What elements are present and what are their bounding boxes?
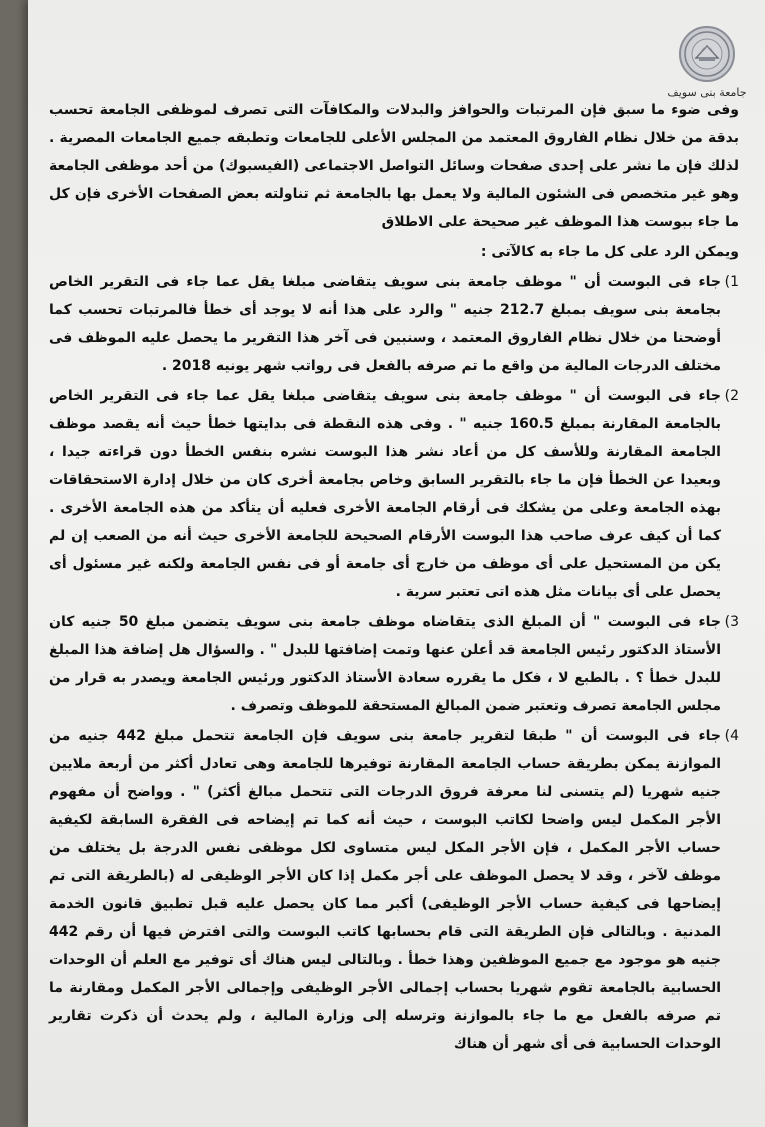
university-seal-icon <box>681 28 733 80</box>
item-text: جاء فى البوست أن " موظف جامعة بنى سويف يتقاضى مبلغا يقل عما جاء فى التقرير الخاص بالجامعة المقارنة بمبلغ 160.5 جنيه " . وفى هذه النقطة فى بدايتها خطأ حيث أنه يقصد موظف الجامعة المقارنة وللأسف كل من أعاد نشر هذا البوست نشره بنفس الخطأ دون قراءته جيدا ، وبعيدا عن الخطأ فإن ما جاء بالتقرير السابق وخاص بجامعة أخرى كان من خلال إدارة الاستحقاقات بهذه الجامعة وعلى من يشكك فى أرقام الجامعة الأخرى فعليه أن يتأكد من هذه الجامعة الأخرى . كما أن كيف عرف صاحب هذا البوست الأرقام الصحيحة للجامعة الأخرى حيث أنه من الصعب إن لم يكن من المستحيل على أى موظف من خارج أى جامعة أو فى نفس الجامعة ولكنه غير مسئول أى يحصل على أى بيانات مثل هذه اتى تعتبر سرية . <box>49 388 721 600</box>
item-text: جاء فى البوست " أن المبلغ الذى يتقاضاه موظف جامعة بنى سويف يتضمن مبلغ 50 جنيه كان الأستاذ الدكتور رئيس الجامعة قد أعلن عنها وتمت إضافتها للبدل " . والسؤال هل إضافة هذا المبلغ للبدل خطأ ؟ . بالطبع لا ، فكل ما يقرره سعادة الأستاذ الدكتور ورئيس الجامعة ويصدر به قرار من مجلس الجامعة تصرف وتعتبر ضمن المبالغ المستحقة للموظف وتصرف . <box>49 614 721 714</box>
lead-line: ويمكن الرد على كل ما جاء به كالآتى : <box>480 244 739 260</box>
intro-paragraph: وفى ضوء ما سبق فإن المرتبات والحوافز والبدلات والمكافآت التى تصرف لموظفى الجامعة تحسب بدقة من خلال نظام الفاروق المعتمد من المجلس الأعلى للجامعات وتطبقه جميع الجامعات المصرية . لذلك فإن ما نشر على إحدى صفحات وسائل التواصل الاجتماعى (الفيسبوك) من أحد موظفى الجامعة وهو غير متخصص فى الشئون المالية ولا يعمل بها بالجامعة ثم تناولته بعض الصفحات الأخرى فإن كل ما جاء ببوست هذا الموظف غير صحيحة على الاطلاق <box>49 102 739 230</box>
item-number: 1) <box>724 274 739 290</box>
university-name: جامعة بنى سويف <box>667 86 747 99</box>
document-page <box>28 0 765 1127</box>
list-item <box>49 608 739 720</box>
list-item <box>49 722 739 1058</box>
university-logo <box>679 26 735 82</box>
list-item <box>49 382 739 606</box>
item-number: 3) <box>724 614 739 630</box>
item-text: جاء فى البوست أن " طبقا لتقرير جامعة بنى سويف فإن الجامعة تتحمل مبلغ 442 جنيه من الموازنة يمكن بطريقة حساب الجامعة المقارنة توفيرها للجامعة وهى تعادل أكثر من أربعة ملايين جنيه شهريا (لم يتسنى لنا معرفة فروق الدرجات التى تتحمل مبالغ أكثر) " . وواضح أن مفهوم الأجر المكمل ليس واضحا لكاتب البوست ، حيث أنه كما تم إيضاحه فى الفقرة السابقة لكيفية حساب الأجر المكمل ، فإن الأجر المكل ليس متساوى لكل موظفى نفس الدرجة بل يختلف من موظف لآخر ، وقد لا يحصل الموظف على أجر مكمل إذا كان الأجر الوظيفى له (بالطريقة التى تم إيضاحها فى كيفية حساب الأجر الوظيفى) أكبر مما كان يحصل عليه قبل تطبيق قانون الخدمة المدنية . وبالتالى فإن الطريقة التى قام بحسابها كاتب البوست والتى افترض فيها أن رقم 442 جنيه هو موجود مع جميع الموظفين وهذا خطأ . وبالتالى ليس هناك أى توفير مع العلم أن الوحدات الحسابية بالجامعة تقوم شهريا بحساب إجمالى الأجر الوظيفى وإجمالى الأجر المكمل ومقارنة ما تم صرفه بالفعل مع ما جاء بالموازنة وترسله إلى وزارة المالية ، ولم يحدث أن ذكرت تقارير الوحدات الحسابية فى أى شهر أن هناك <box>49 728 721 1052</box>
page-header <box>667 26 747 99</box>
item-number: 4) <box>724 728 739 744</box>
document-body <box>49 96 739 1058</box>
item-number: 2) <box>724 388 739 404</box>
item-text: جاء فى البوست أن " موظف جامعة بنى سويف يتقاضى مبلغا يقل عما جاء فى التقرير الخاص بجامعة بنى سويف بمبلغ 212.7 جنيه " والرد على هذا أنه لا يوجد أى خطأ فالمرتبات تحسب كما أوضحنا من خلال نظام الفاروق المعتمد ، وسنبين فى آخر هذا التقرير ما يحصل عليه الموظف فى مختلف الدرجات المالية من واقع ما تم صرفه بالفعل فى رواتب شهر يونيه 2018 . <box>49 274 722 374</box>
list-item <box>49 268 739 380</box>
